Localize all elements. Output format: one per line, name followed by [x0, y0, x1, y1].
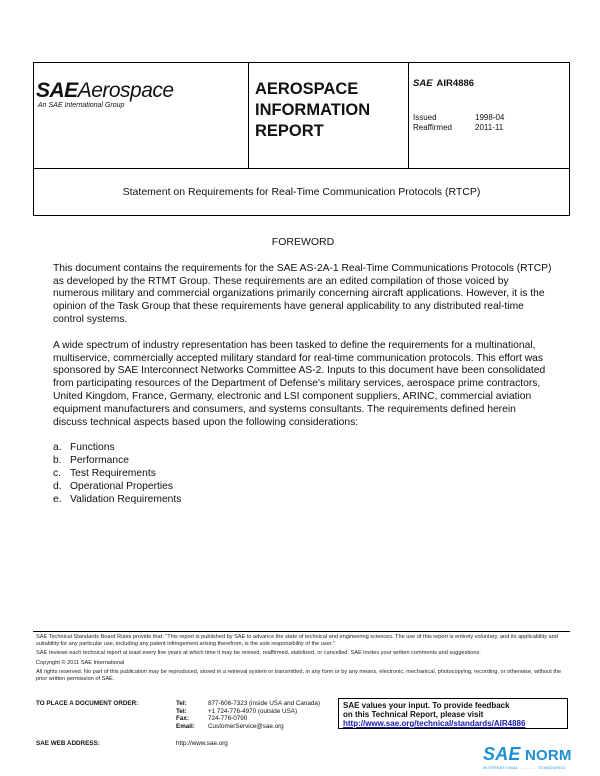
list-text: Operational Properties [70, 480, 174, 492]
logo-brand: SAE [36, 79, 78, 102]
list-text: Functions [70, 442, 115, 454]
list-letter: b. [53, 455, 62, 467]
legal-text-2: SAE reviews each technical report at least every five years at which time it may be revised, reaffirmed, stabilized, or cancelled. SAE invites your written comments and suggestions. [36, 650, 481, 657]
document-id [413, 78, 474, 89]
list-item [53, 494, 553, 507]
header-divider-1 [248, 63, 249, 168]
watermark-word: NORM [525, 747, 572, 764]
foreword-paragraph-1: This document contains the requirements for the SAE AS-2A-1 Real-Time Communications Protocols (RTCP) as developed by the RTMT Group. These requirements are an edited compilation of those voiced by numerous military and commercial organizations primarily concerning aircraft applications. However, it is the opinion of the Task Group that these requirements have general applicability to any distributed real-time control systems. [53, 262, 552, 325]
logo-name: Aerospace [77, 79, 174, 102]
footer-divider [33, 631, 570, 632]
considerations-list [53, 442, 553, 506]
list-text: Test Requirements [70, 467, 156, 479]
foreword-paragraph-2: A wide spectrum of industry representation has been tasked to define the requirements for a multinational, multiservice, commercially accepted military standard for real-time communication protocols. This effort was sponsored by SAE Interconnect Networks Committee AS-2. Inputs to this document have been consolidated from participating resources of the Department of Defense's military services, aerospace prime contractors, United Kingdom, France, Germany, electronic and LSI component suppliers, ARINC, commercial aviation equipment manufacturers and consumers, and systems consultants. The requirements defined herein discuss technical aspects based upon the following considerations: [53, 339, 546, 428]
report-type-title [255, 79, 370, 142]
report-type-line: AEROSPACE [255, 80, 359, 98]
foreword-section [53, 236, 553, 506]
list-item [53, 468, 553, 481]
list-text: Validation Requirements [70, 493, 182, 505]
list-letter: c. [53, 467, 62, 479]
list-letter: a. [53, 442, 62, 454]
web-link[interactable]: http://www.sae.org [176, 740, 228, 747]
report-type-line: INFORMATION [255, 101, 371, 119]
watermark-logo [483, 744, 572, 765]
watermark-brand: SAE [483, 744, 521, 764]
issued-value: 1998-04 [475, 113, 505, 122]
issued-label: Issued [413, 113, 437, 122]
legal-text-1: SAE Technical Standards Board Rules provide that: "This report is published by SAE to advance the state of technical and engineering sciences. The use of this report is entirely voluntary, and its applicability and suitability for any particular use, including any patent infringement arising therefrom, is the sole responsibility of the user." [36, 634, 558, 648]
legal-text-3: All rights reserved. No part of this publication may be reproduced, stored in a retrieval system or transmitted, in any form or by any means, electronic, mechanical, photocopying, recording, or otherwise, without the prior written permission of SAE. [36, 668, 562, 683]
list-item [53, 481, 553, 494]
contact-value: 724-776-0790 [208, 715, 248, 723]
report-type-line: REPORT [255, 122, 324, 140]
legal-notice [36, 634, 568, 685]
list-item [53, 442, 553, 455]
contact-key: Tel: [176, 707, 187, 715]
order-label: TO PLACE A DOCUMENT ORDER: [36, 700, 139, 707]
copyright: Copyright © 2011 SAE International [36, 659, 125, 666]
sae-small-logo: SAE [413, 78, 433, 89]
issue-dates [413, 113, 504, 133]
order-contact [36, 700, 320, 730]
list-item [53, 455, 553, 468]
contact-email[interactable]: CustomerService@sae.org [208, 722, 284, 730]
feedback-box [338, 698, 568, 729]
list-text: Performance [70, 455, 129, 467]
contact-value: 877-606-7323 (inside USA and Canada) [208, 700, 321, 707]
document-title: Statement on Requirements for Real-Time Communication Protocols (RTCP) [122, 186, 481, 198]
logo-subtitle: An SAE International Group [38, 102, 125, 109]
web-address [36, 740, 228, 747]
contact-key: Tel: [176, 700, 187, 707]
contact-value: +1 724-776-4970 (outside USA) [208, 707, 298, 715]
reaffirmed-label: Reaffirmed [413, 123, 452, 132]
reaffirmed-value: 2011-11 [475, 123, 504, 132]
feedback-link[interactable]: http://www.sae.org/technical/standards/AIR4886 [343, 719, 526, 728]
sae-aerospace-logo [36, 80, 174, 109]
feedback-line: on this Technical Report, please visit [343, 710, 484, 719]
document-number: AIR4886 [436, 78, 475, 89]
feedback-line: SAE values your input. To provide feedback [343, 701, 510, 710]
document-title-box [33, 169, 570, 216]
list-letter: d. [53, 480, 62, 492]
web-label: SAE WEB ADDRESS: [36, 740, 100, 747]
contact-key: Fax: [176, 715, 189, 723]
contact-key: Email: [176, 722, 195, 730]
header-divider-2 [408, 63, 409, 168]
watermark-subtitle: INTERNATIONAL ............ STANDARDS [483, 765, 566, 770]
list-letter: e. [53, 493, 62, 505]
foreword-heading: FOREWORD [271, 236, 335, 248]
